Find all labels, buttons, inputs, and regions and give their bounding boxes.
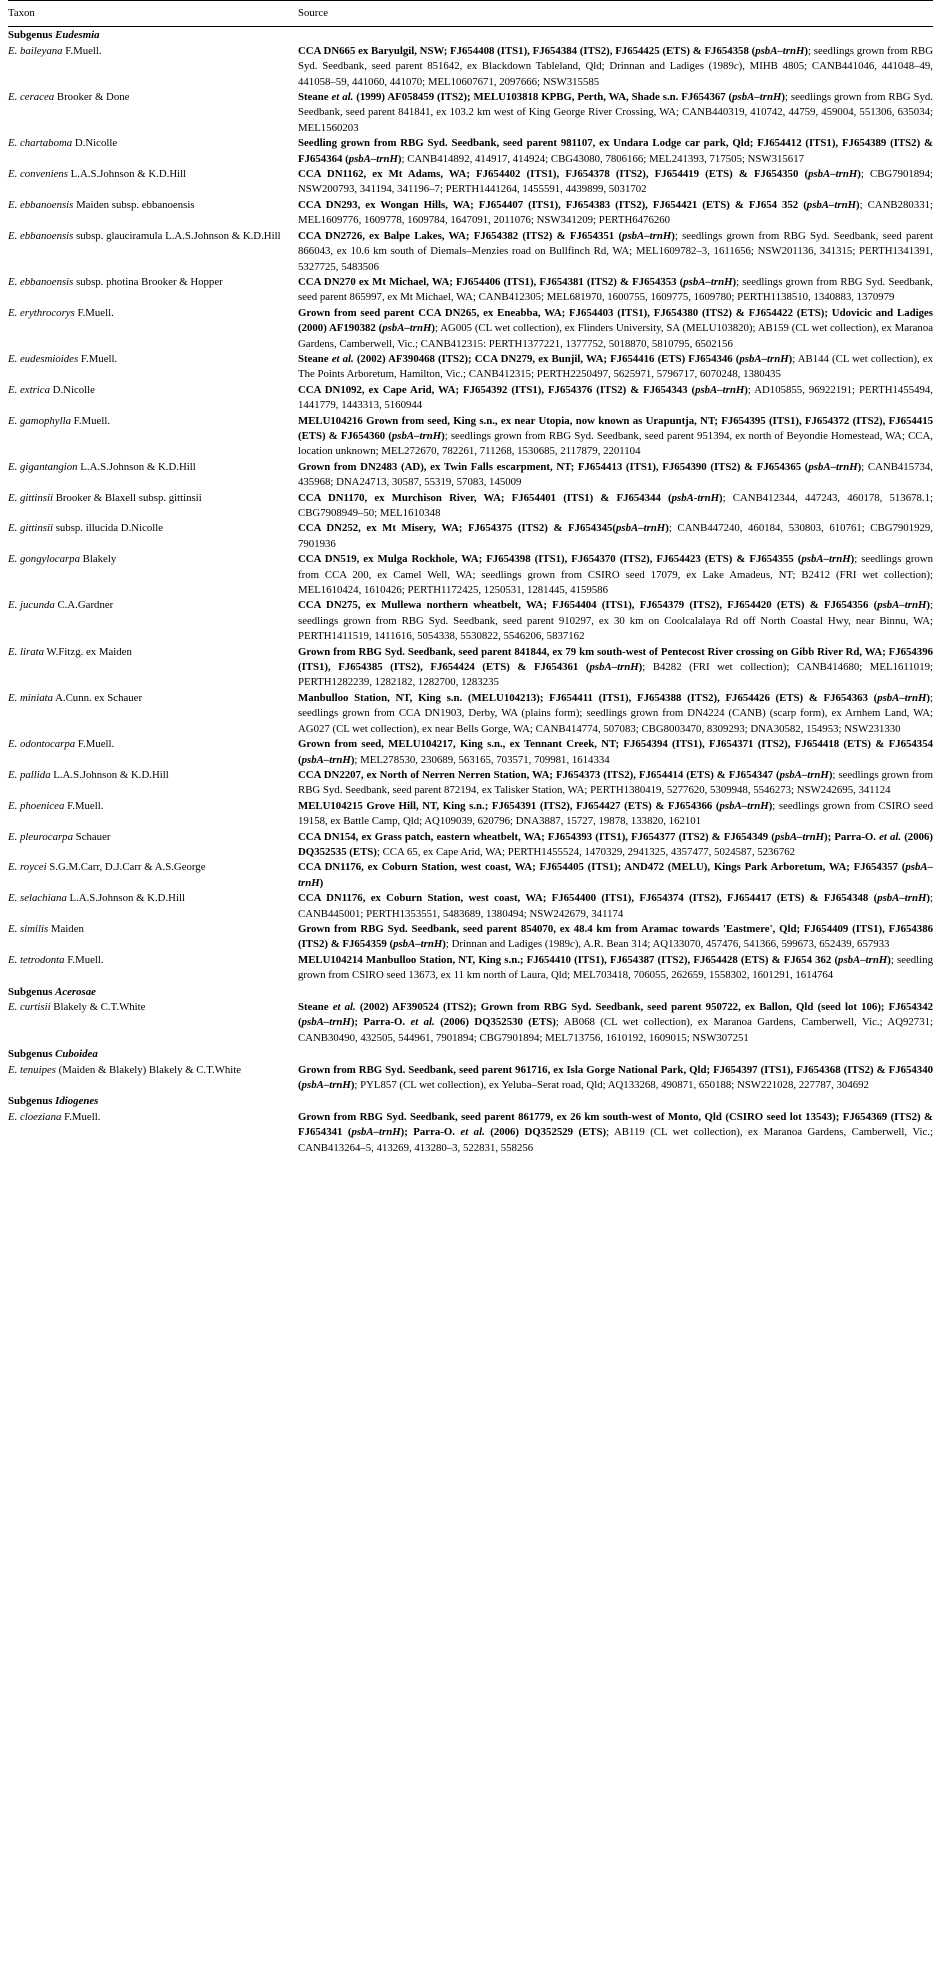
source-cell <box>298 830 933 861</box>
source-text-segment: psbA–trnH <box>695 383 745 396</box>
taxon-authority: C.A.Gardner <box>54 599 114 612</box>
taxon-authority: Brooker & Blaxell subsp. gittinsii <box>53 491 202 504</box>
source-cell <box>298 1063 933 1094</box>
source-cell <box>298 598 933 644</box>
source-cell <box>298 953 933 984</box>
source-text-segment: psbA–trnH <box>589 661 639 674</box>
source-text-segment: psbA–trnH <box>774 830 825 843</box>
source-text-segment: CCA DN275, ex Mullewa northern wheatbelt, WA; FJ654404 (ITS1), FJ654379 (ITS2), FJ654420 (ETS) & FJ654356 ( <box>298 599 878 612</box>
taxon-species-name: E. similis <box>8 922 49 935</box>
source-text-segment: c <box>570 938 575 951</box>
taxon-cell <box>8 491 298 522</box>
source-text-segment: ) <box>926 599 930 612</box>
source-text-segment: ) <box>665 522 669 535</box>
taxon-species-name: E. roycei <box>8 861 47 874</box>
subgenus-row <box>8 27 933 44</box>
source-text-segment: psbA–trnH <box>808 460 858 473</box>
taxon-cell <box>8 860 298 891</box>
subgenus-prefix: Subgenus <box>8 1095 56 1108</box>
taxon-species-name: E. pleurocarpa <box>8 830 73 843</box>
source-text-segment: ) <box>441 429 445 442</box>
subgenus-name: Idiogenes <box>55 1095 99 1108</box>
source-cell <box>298 460 933 491</box>
source-text-segment: et al. <box>331 352 354 365</box>
source-text-segment: ) <box>887 953 891 966</box>
taxon-cell <box>8 275 298 306</box>
source-text-segment: ; seedlings grown from RBG Syd. Seedbank, seed parent 851642, ex Blackdown Tableland, Qld; Drinnan and Ladiges (1989 <box>298 44 933 73</box>
source-text-segment: ) <box>804 44 809 57</box>
source-text-segment: CCA DN1092, ex Cape Arid, WA; FJ654392 (ITS1), FJ654376 (ITS2) & FJ654343 ( <box>298 383 696 396</box>
table-row <box>8 229 933 275</box>
source-text-segment: (2006) DQ352535 (ETS) <box>298 830 933 858</box>
source-text-segment: ; MEL278530, 230689, 563165, 703571, 709981, 1614334 <box>354 753 610 766</box>
taxon-authority: F.Muell. <box>74 306 114 319</box>
source-text-segment: CCA DN252, ex Mt Misery, WA; FJ654375 (ITS2) & FJ654345( <box>298 522 616 535</box>
taxon-authority: L.A.S.Johnson & K.D.Hill <box>67 168 187 181</box>
source-cell <box>298 521 933 552</box>
source-text-segment: MELU104215 Grove Hill, NT, King s.n.; FJ654391 (ITS2), FJ654427 (ETS) & FJ654366 ( <box>298 799 720 812</box>
source-text-segment: psbA–trnH <box>301 1016 351 1029</box>
table-row <box>8 460 933 491</box>
subgenus-prefix: Subgenus <box>8 1048 56 1061</box>
source-text-segment: (1999) AF058459 (ITS2); MELU103818 KPBG, Perth, WA, Shade s.n. FJ654367 ( <box>353 91 733 104</box>
source-text-segment: et al. <box>332 1001 356 1013</box>
taxon-species-name: E. baileyana <box>8 44 63 57</box>
source-text-segment: ; seedlings grown from RBG Syd. Seedbank, seed parent 910297, ex 30 km on Coolcalalaya Rd off North Coastal Hwy, near Binnu, WA; PERTH1411519, 1411616, 5054338, 5530822, 5546206, 5837162 <box>298 599 933 643</box>
source-text-segment: ; AB119 (CL wet collection), ex Maranoa Gardens, Camberwell, Vic.; CANB413264–5, 413269, 413280–3, 522831, 558256 <box>298 1126 933 1154</box>
source-cell <box>298 306 933 352</box>
taxon-authority: L.A.S.Johnson & K.D.Hill <box>50 768 169 781</box>
taxon-cell <box>8 691 298 737</box>
table-row <box>8 275 933 306</box>
table-row <box>8 1000 933 1046</box>
taxon-species-name: E. lirata <box>8 645 44 658</box>
table-row <box>8 691 933 737</box>
source-text-segment: MELU104214 Manbulloo Station, NT, King s.n.; FJ654410 (ITS1), FJ654387 (ITS2), FJ654428 (ETS) & FJ654 362 ( <box>298 953 839 966</box>
source-cell <box>298 44 933 90</box>
source-text-segment: ) <box>397 152 402 165</box>
taxon-authority: subsp. illucida D.Nicolle <box>53 522 164 535</box>
taxon-species-name: E. gittinsii <box>8 522 53 535</box>
table-row <box>8 860 933 891</box>
subgenus-row <box>8 1093 933 1109</box>
source-cell <box>298 383 933 414</box>
table-row <box>8 136 933 167</box>
taxon-authority: Maiden <box>48 922 84 935</box>
source-text-segment: ; seedlings grown from RBG Syd. Seedbank, seed parent 866043, ex 10.6 km south of Diemals–Menzies road on Bullfinch Rd, WA; MEL1609782–3, 1611656; NSW201136, 341315; PERTH1341391, 5327725, 5483506 <box>298 229 934 273</box>
column-header-source: Source <box>298 1 933 27</box>
source-text-segment: psbA–trnH <box>755 44 805 57</box>
source-text-segment: psbA–trnH <box>732 91 782 104</box>
source-text-segment: ); Parra-O. <box>400 1126 461 1139</box>
source-text-segment: ; AB144 (CL wet collection), ex The Points Arboretum, Hamilton, Vic.; CANB412315; PERTH2250497, 5625971, 5796717, 6070248, 1380435 <box>298 352 934 381</box>
source-text-segment: ) <box>926 892 930 905</box>
taxon-cell <box>8 645 298 691</box>
source-text-segment: et al. <box>410 1016 435 1029</box>
source-cell <box>298 229 933 275</box>
source-text-segment: ), MIHB 4805; CANB441046, 441048–49, 441058–59, 441060, 441070; MEL10607671, 2097666; NSW315585 <box>298 60 933 88</box>
taxon-cell <box>8 44 298 90</box>
column-header-taxon: Taxon <box>8 1 298 27</box>
source-text-segment: ; CBG7901894; NSW200793, 341194, 341196–7; PERTH1441264, 1455591, 4439899, 5031702 <box>298 168 933 196</box>
source-text-segment: ; B4282 (FRI wet collection); CANB414680; MEL1611019; PERTH1282239, 1282182, 1282700, 1283235 <box>298 661 933 689</box>
taxon-authority: F.Muell. <box>75 738 115 751</box>
source-text-segment: ) <box>719 491 723 504</box>
taxon-cell <box>8 198 298 229</box>
source-text-segment: ) <box>350 753 355 766</box>
subgenus-cell <box>8 1046 933 1062</box>
table-row <box>8 90 933 136</box>
source-text-segment: ) <box>319 876 324 889</box>
taxon-cell <box>8 1110 298 1156</box>
source-text-segment: ; seedlings grown from CSIRO seed 19158, ex Battle Camp, Qld; AQ109039, 620796; DNA3887, 15727, 19878, 133820, 162101 <box>298 799 933 828</box>
source-text-segment: psbA–trnH <box>351 1126 401 1139</box>
source-text-segment: ); Parra-O. <box>824 830 880 843</box>
source-text-segment: CCA DN665 ex Baryulgil, NSW; FJ654408 (ITS1), FJ654384 (ITS2), FJ654425 (ETS) & FJ654358 ( <box>298 44 756 57</box>
source-text-segment: Seedling grown from RBG Syd. Seedbank, seed parent 981107, ex Undara Lodge car park, Qld; FJ654412 (ITS1), FJ654389 (ITS2) & FJ654364 ( <box>298 137 933 165</box>
source-cell <box>298 552 933 598</box>
subgenus-cell <box>8 27 933 44</box>
subgenus-row <box>8 1046 933 1062</box>
source-text-segment: ; AB068 (CL wet collection), ex Maranoa Gardens, Camberwell, Vic.; AQ92731; CANB30490, 432505, 544961, 7901894; CBG7901894; MEL713756, 1610192, 1609015; NSW307251 <box>298 1016 934 1044</box>
taxon-authority: F.Muell. <box>61 1110 101 1123</box>
table-row <box>8 737 933 768</box>
source-text-segment: ; seedlings grown from RBG Syd. Seedbank, seed parent 841841, ex 103.2 km west of King George River Crossing, WA; CANB440319, 410742, 44759, 459004, 551306, 635034; MEL1560203 <box>298 91 933 134</box>
taxon-cell <box>8 136 298 167</box>
source-text-segment: psbA–trnH <box>616 522 666 535</box>
source-text-segment: ) <box>857 168 861 181</box>
source-text-segment: Grown from DN2483 (AD), ex Twin Falls escarpment, NT; FJ654413 (ITS1), FJ654390 (ITS2) & FJ654365 ( <box>298 460 809 473</box>
source-text-segment: ; CANB445001; PERTH1353551, 5483689, 1380494; NSW242679, 341174 <box>298 892 933 920</box>
source-text-segment: ) <box>638 661 643 674</box>
subgenus-prefix: Subgenus <box>8 29 56 42</box>
source-text-segment: ) <box>788 352 793 365</box>
source-text-segment: ; PYL857 (CL wet collection), ex Yeluba–Serat road, Qld; AQ133268, 490871, 650188; NSW221028, 227787, 304692 <box>354 1079 869 1092</box>
source-text-segment: CCA DN1170, ex Murchison River, WA; FJ654401 (ITS1) & FJ654344 ( <box>298 491 672 504</box>
table-header-row <box>8 1 933 27</box>
taxon-species-name: E. pallida <box>8 768 51 781</box>
taxon-species-name: E. chartaboma <box>8 137 73 150</box>
taxon-species-name: E. odontocarpa <box>8 738 76 751</box>
taxon-authority: A.Cunn. ex Schauer <box>53 691 143 704</box>
table-row <box>8 44 933 90</box>
source-cell <box>298 1000 933 1046</box>
source-text-segment: Manbulloo Station, NT, King s.n. (MELU104213); FJ654411 (ITS1), FJ654388 (ITS2), FJ654426 (ETS) & FJ654363 ( <box>298 691 878 704</box>
taxon-species-name: E. ebbanoensis <box>8 275 74 288</box>
taxon-cell <box>8 1000 298 1046</box>
source-text-segment: Grown from RBG Syd. Seedbank, seed parent 961716, ex Isla Gorge National Park, Qld; FJ654397 (ITS1), FJ654368 (ITS2) & FJ654340 ( <box>298 1063 933 1092</box>
source-cell <box>298 167 933 198</box>
taxon-authority: W.Fitzg. ex Maiden <box>44 645 132 658</box>
source-text-segment: psbA–trnH <box>719 799 769 812</box>
source-text-segment: CCA DN519, ex Mulga Rockhole, WA; FJ654398 (ITS1), FJ654370 (ITS2), FJ654423 (ETS) & FJ654355 ( <box>298 553 802 566</box>
source-text-segment: CCA DN1176, ex Coburn Station, west coast, WA; FJ654405 (ITS1); AND472 (MELU), Kings Park Arboretum, WA; FJ654357 ( <box>298 861 906 874</box>
taxon-cell <box>8 953 298 984</box>
source-text-segment: ) <box>828 768 833 781</box>
table-row <box>8 1110 933 1156</box>
source-text-segment: ) <box>926 691 930 704</box>
table-row <box>8 414 933 460</box>
source-text-segment: ; CANB447240, 460184, 530803, 610761; CBG7901929, 7901936 <box>298 522 933 550</box>
taxon-cell <box>8 598 298 644</box>
source-cell <box>298 799 933 830</box>
source-text-segment: psbA–trnH <box>808 168 858 181</box>
table-row <box>8 352 933 383</box>
source-text-segment: Grown from RBG Syd. Seedbank, seed parent 861779, ex 26 km south-west of Monto, Qld (CSIRO seed lot 13543); FJ654369 (ITS2) & FJ654341 ( <box>298 1110 933 1139</box>
taxon-cell <box>8 414 298 460</box>
source-text-segment: psbA–trnH <box>393 938 443 951</box>
source-text-segment: (2006) DQ352530 (ETS) <box>434 1016 556 1029</box>
table-row <box>8 830 933 861</box>
source-text-segment: ), A.R. Bean 314; AQ133070, 457476, 541366, 599673, 652439, 657933 <box>574 938 890 951</box>
taxon-cell <box>8 167 298 198</box>
source-text-segment: et al. <box>879 830 902 843</box>
source-cell <box>298 737 933 768</box>
taxon-cell <box>8 229 298 275</box>
source-text-segment: ; AD105855, 96922191; PERTH1455494, 1441779, 1443313, 5160944 <box>298 383 933 412</box>
taxon-species-name: E. tetrodonta <box>8 953 65 966</box>
taxon-cell <box>8 891 298 922</box>
taxon-authority: Maiden subsp. ebbanoensis <box>73 198 195 211</box>
source-text-segment: psbA–trnH <box>382 322 432 335</box>
source-text-segment: ); Parra-O. <box>350 1016 411 1029</box>
taxon-authority: L.A.S.Johnson & K.D.Hill <box>77 460 196 473</box>
source-text-segment: ) <box>744 383 748 396</box>
source-cell <box>298 491 933 522</box>
taxon-cell <box>8 521 298 552</box>
source-text-segment: psbA–trnH <box>391 429 442 442</box>
source-text-segment: psbA–trnH <box>622 229 672 242</box>
source-text-segment: Steane <box>298 91 332 104</box>
source-text-segment: ; CANB415734, 435968; DNA24713, 30587, 55319, 57083, 145009 <box>298 460 933 489</box>
data-table <box>8 0 933 1156</box>
source-text-segment: Steane <box>298 352 332 365</box>
subgenus-cell <box>8 1093 933 1109</box>
source-text-segment: MELU104216 Grown from seed, King s.n., ex near Utopia, now known as Urapuntja, NT; FJ654395 (ITS1), FJ654372 (ITS2), FJ654415 (ETS) & FJ654360 ( <box>298 414 933 442</box>
taxon-species-name: E. ebbanoensis <box>8 198 74 211</box>
table-row <box>8 383 933 414</box>
table-row <box>8 552 933 598</box>
source-text-segment: Grown from seed, MELU104217, King s.n., ex Tennant Creek, NT; FJ654394 (ITS1), FJ654371 (ITS2), FJ654418 (ETS) & FJ654354 ( <box>298 738 933 766</box>
taxon-species-name: E. conveniens <box>8 168 68 181</box>
taxon-authority: subsp. photina Brooker & Hopper <box>73 275 223 288</box>
taxon-authority: Blakely <box>79 553 117 566</box>
taxon-species-name: E. extrica <box>8 383 50 396</box>
taxon-species-name: E. cloeziana <box>8 1110 62 1123</box>
taxon-species-name: E. gamophylla <box>8 414 71 427</box>
taxon-cell <box>8 768 298 799</box>
source-text-segment: ) <box>850 553 855 566</box>
source-cell <box>298 352 933 383</box>
source-text-segment: et al. <box>331 91 354 104</box>
source-text-segment: ) <box>856 198 860 211</box>
taxon-species-name: E. erythrocorys <box>8 306 75 319</box>
source-text-segment: psbA–trnH <box>683 275 733 288</box>
source-text-segment: (2006) DQ352529 (ETS) <box>484 1126 607 1139</box>
source-text-segment: c <box>733 60 739 73</box>
source-text-segment: psbA–trnH <box>838 953 888 966</box>
source-cell <box>298 1110 933 1156</box>
source-cell <box>298 860 933 891</box>
source-text-segment: psbA–trnH <box>877 691 927 704</box>
taxon-species-name: E. ebbanoensis <box>8 229 74 242</box>
source-text-segment: ; CANB414892, 414917, 414924; CBG43080, 7806166; MEL241393, 717505; NSW315617 <box>401 152 804 165</box>
source-text-segment: ; CANB280331; MEL1609776, 1609778, 1609784, 1647091, 2011076; NSW341209; PERTH6476260 <box>298 198 933 227</box>
taxon-authority: Blakely & C.T.White <box>50 1001 146 1013</box>
taxon-authority: F.Muell. <box>62 44 102 57</box>
table-row <box>8 491 933 522</box>
source-text-segment: et al. <box>460 1126 485 1139</box>
taxon-species-name: E. phoenicea <box>8 799 65 812</box>
source-text-segment: ; seedlings grown from CCA 200, ex Camel Well, WA; seedlings grown from CSIRO seed 17079, ex Lake Amadeus, NT; B2412 (FRI wet collection); MEL1610424, 1610426; PERTH1172425, 1250531, 1281445, 4159586 <box>298 553 934 597</box>
source-cell <box>298 198 933 229</box>
taxon-cell <box>8 352 298 383</box>
source-text-segment: psbA–trnH <box>806 198 856 211</box>
source-text-segment: psbA–trnH <box>877 599 927 612</box>
taxon-species-name: E. selachiana <box>8 892 67 905</box>
table-row <box>8 521 933 552</box>
source-text-segment: psbA-trnH <box>671 491 720 504</box>
taxon-cell <box>8 383 298 414</box>
table-row <box>8 598 933 644</box>
taxon-species-name: E. eudesmioides <box>8 352 79 365</box>
source-text-segment: psbA–trnH <box>739 352 789 365</box>
taxon-authority: D.Nicolle <box>72 137 118 150</box>
taxon-authority: F.Muell. <box>78 352 118 365</box>
taxon-cell <box>8 922 298 953</box>
source-text-segment: CCA DN2726, ex Balpe Lakes, WA; FJ654382 (ITS2) & FJ654351 ( <box>298 229 623 242</box>
source-text-segment: (2002) AF390468 (ITS2); CCA DN279, ex Bunjil, WA; FJ654416 (ETS) FJ654346 ( <box>353 352 740 365</box>
source-text-segment: Grown from seed parent CCA DN265, ex Eneabba, WA; FJ654403 (ITS1), FJ654380 (ITS2) & FJ654422 (ETS); Udovicic and Ladiges (2000) AF190382 ( <box>298 306 933 335</box>
source-text-segment: ) <box>350 1079 355 1092</box>
subgenus-cell <box>8 984 933 1000</box>
source-cell <box>298 90 933 136</box>
source-cell <box>298 891 933 922</box>
source-text-segment: Grown from RBG Syd. Seedbank, seed parent 841844, ex 79 km south-west of Pentecost River crossing on Gibb River Rd, WA; FJ654396 (ITS1), FJ654385 (ITS2), FJ654424 (ETS) & FJ654361 ( <box>298 645 933 674</box>
source-text-segment: CCA DN1162, ex Mt Adams, WA; FJ654402 (ITS1), FJ654378 (ITS2), FJ654419 (ETS) & FJ654350 ( <box>298 168 809 181</box>
source-text-segment: CCA DN293, ex Wongan Hills, WA; FJ654407 (ITS1), FJ654383 (ITS2), FJ654421 (ETS) & FJ654 352 ( <box>298 198 807 211</box>
taxon-authority: F.Muell. <box>64 799 104 812</box>
table-row <box>8 167 933 198</box>
source-text-segment: CCA DN154, ex Grass patch, eastern wheatbelt, WA; FJ654393 (ITS1), FJ654377 (ITS2) & FJ654349 ( <box>298 830 775 843</box>
source-text-segment: psbA–trnH <box>801 553 851 566</box>
source-text-segment: ; seedlings grown from RBG Syd. Seedbank, seed parent 951394, ex north of Beyondie Homestead, WA; CCA, location unknown; MEL272670, 782261, 711268, 1530685, 2117879, 2201104 <box>298 429 933 458</box>
source-text-segment: psbA–trnH <box>877 892 927 905</box>
taxon-cell <box>8 306 298 352</box>
source-cell <box>298 922 933 953</box>
source-text-segment: CCA DN1176, ex Coburn Station, west coast, WA; FJ654400 (ITS1), FJ654374 (ITS2), FJ654417 (ETS) & FJ654348 ( <box>298 892 878 905</box>
source-cell <box>298 645 933 691</box>
subgenus-name: Eudesmia <box>55 29 100 42</box>
table-row <box>8 306 933 352</box>
source-cell <box>298 691 933 737</box>
taxon-species-name: E. curtisii <box>8 1001 51 1013</box>
source-text-segment: CCA DN2207, ex North of Nerren Nerren Station, WA; FJ654373 (ITS2), FJ654414 (ETS) & FJ654347 ( <box>298 768 780 781</box>
table-row <box>8 198 933 229</box>
source-cell <box>298 414 933 460</box>
table-row <box>8 922 933 953</box>
taxon-species-name: E. gittinsii <box>8 491 53 504</box>
taxon-species-name: E. ceracea <box>8 91 55 104</box>
source-text-segment: ) <box>431 322 436 335</box>
table-body <box>8 27 933 1156</box>
source-text-segment: ; seedlings grown from RBG Syd. Seedbank, seed parent 872194, ex Talisker Station, WA; PERTH1380419, 5277620, 5309948, 5546273; NSW242695, 341124 <box>298 768 933 797</box>
taxon-cell <box>8 830 298 861</box>
taxon-authority: Schauer <box>72 830 111 843</box>
source-text-segment: ) <box>442 938 446 951</box>
taxon-species-name: E. tenuipes <box>8 1063 56 1076</box>
taxon-cell <box>8 90 298 136</box>
taxon-authority: D.Nicolle <box>49 383 95 396</box>
subgenus-row <box>8 984 933 1000</box>
taxon-authority: L.A.S.Johnson & K.D.Hill <box>66 892 185 905</box>
source-text-segment: ; seedlings grown from CCA DN1903, Derby, WA (plains form); seedlings grown from DN4224 (CANB) (scarp form), ex Arnhem Land, WA; AG027 (CL wet collection), ex near Bells Gorge, WA; CANB414774, 507083; CBG8003470, 8309293; DNA30582, 154953; NSW231330 <box>298 691 933 735</box>
source-text-segment: ) <box>857 460 862 473</box>
source-text-segment: ; CANB412344, 447243, 460178, 513678.1; CBG7908949–50; MEL1610348 <box>298 491 933 519</box>
table-row <box>8 953 933 984</box>
subgenus-name: Acerosae <box>55 985 96 998</box>
source-text-segment: psbA–trnH <box>301 1079 351 1092</box>
subgenus-name: Cuboidea <box>55 1048 98 1061</box>
source-text-segment: psbA–trnH <box>348 152 398 165</box>
source-text-segment: ; CCA 65, ex Cape Arid, WA; PERTH1455524, 1470329, 2941325, 4357477, 5024587, 5236762 <box>376 845 796 858</box>
source-text-segment: ; seedling grown from CSIRO seed 13673, ex 11 km north of Laura, Qld; MEL703418, 706055, 262659, 1558302, 1601291, 1614764 <box>298 953 933 982</box>
source-text-segment: ) <box>671 229 675 242</box>
source-text-segment: ) <box>781 91 785 104</box>
subgenus-prefix: Subgenus <box>8 985 56 998</box>
source-text-segment: psbA–trnH <box>298 861 933 889</box>
source-text-segment: ; Drinnan and Ladiges (1989 <box>445 938 571 951</box>
taxon-species-name: E. gigantangion <box>8 460 78 473</box>
source-text-segment: CCA DN270 ex Mt Michael, WA; FJ654406 (ITS1), FJ654381 (ITS2) & FJ654353 ( <box>298 275 684 288</box>
taxon-authority: F.Muell. <box>64 953 104 966</box>
source-text-segment: ) <box>732 275 737 288</box>
source-cell <box>298 275 933 306</box>
table-row <box>8 645 933 691</box>
source-text-segment: Steane <box>298 1001 333 1013</box>
source-text-segment: ; AG005 (CL wet collection), ex Flinders University, SA (MELU103820); AB159 (CL wet collection), ex Maranoa Gardens, Camberwell, Vic.; CANB412315: PERTH1377221, 1377752, 5018870, 5810795, 6502156 <box>298 322 934 350</box>
taxon-authority: Brooker & Done <box>54 91 130 104</box>
taxon-cell <box>8 1063 298 1094</box>
table-row <box>8 891 933 922</box>
source-text-segment: psbA–trnH <box>779 768 829 781</box>
source-text-segment: (2002) AF390524 (ITS2); Grown from RBG Syd. Seedbank, seed parent 950722, ex Ballon, Qld (seed lot 106); FJ654342 ( <box>298 1001 934 1029</box>
taxon-authority: (Maiden & Blakely) Blakely & C.T.White <box>55 1063 242 1076</box>
taxon-authority: subsp. glauciramula L.A.S.Johnson & K.D.Hill <box>73 229 281 242</box>
source-cell <box>298 768 933 799</box>
taxon-authority: F.Muell. <box>70 414 111 427</box>
taxon-species-name: E. jucunda <box>8 599 55 612</box>
taxon-cell <box>8 799 298 830</box>
source-text-segment: ) <box>768 799 773 812</box>
taxon-cell <box>8 460 298 491</box>
source-cell <box>298 136 933 167</box>
taxon-cell <box>8 737 298 768</box>
taxon-authority: S.G.M.Carr, D.J.Carr & A.S.George <box>46 861 206 874</box>
taxon-cell <box>8 552 298 598</box>
source-text-segment: Grown from RBG Syd. Seedbank, seed parent 854070, ex 48.4 km from Aramac towards 'Eastmere', Qld; FJ654409 (ITS1), FJ654386 (ITS2) & FJ654359 ( <box>298 922 933 951</box>
taxon-species-name: E. miniata <box>8 691 53 704</box>
source-text-segment: ; seedlings grown from RBG Syd. Seedbank, seed parent 865997, ex Mt Michael, WA; CANB412305; MEL681970, 1600755, 1609775, 1609780; PERTH1138510, 1340883, 1370979 <box>298 275 934 304</box>
table-row <box>8 768 933 799</box>
taxon-species-name: E. gongylocarpa <box>8 553 80 566</box>
table-row <box>8 799 933 830</box>
table-row <box>8 1063 933 1094</box>
source-text-segment: psbA–trnH <box>301 753 351 766</box>
